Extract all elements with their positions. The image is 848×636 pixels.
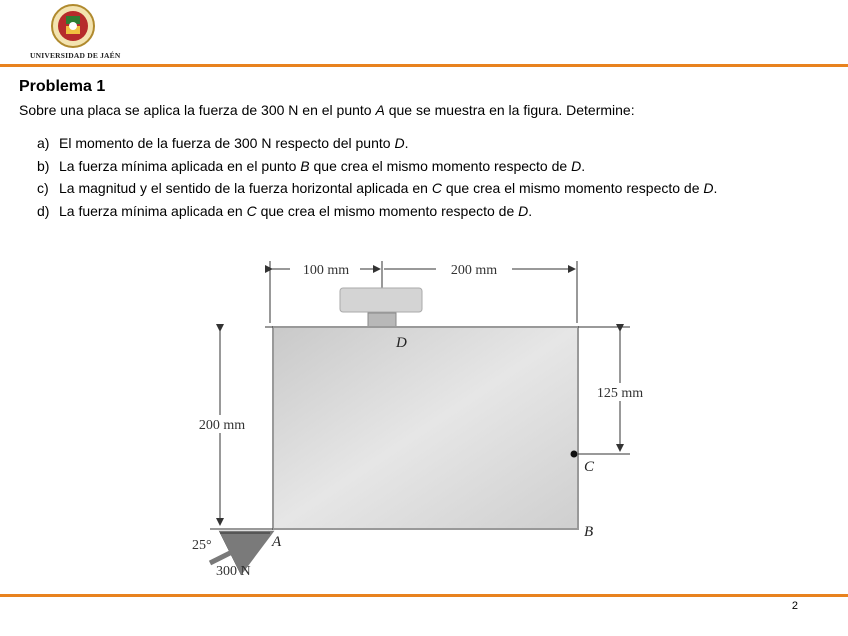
- label-a: A: [272, 534, 282, 550]
- force-arrow: [210, 533, 270, 563]
- intro-text-after: que se muestra en la figura. Determine:: [384, 102, 635, 118]
- question-item: [37, 132, 827, 155]
- dim-left-label: 100 mm: [302, 263, 350, 278]
- footer-rule: [0, 594, 848, 597]
- plate: [273, 327, 578, 529]
- question-text: La magnitud y el sentido de la fuerza horizontal aplicada en C que crea el mismo momento respecto de D.: [59, 180, 718, 196]
- point-c: [571, 451, 578, 458]
- dim-height-label: 200 mm: [198, 418, 246, 433]
- dim-right-label: 200 mm: [450, 263, 498, 278]
- label-b: B: [584, 524, 594, 540]
- question-text: La fuerza mínima aplicada en C que crea el mismo momento respecto de D.: [59, 202, 533, 219]
- logo-text: UNIVERSIDAD DE JAÉN: [30, 51, 121, 60]
- dim-c-label: 125 mm: [596, 386, 644, 401]
- problem-title: Problema 1: [19, 78, 106, 95]
- plate-figure: [180, 253, 660, 588]
- intro-text-before: Sobre una placa se aplica la fuerza de 300 N en el punto: [19, 102, 376, 118]
- question-text: El momento de la fuerza de 300 N respecto del punto D.: [59, 135, 409, 151]
- page-number: 2: [791, 600, 798, 612]
- question-marker: b): [37, 157, 50, 174]
- question-item: [37, 200, 827, 223]
- header-rule: [0, 64, 848, 67]
- support-bracket: [340, 288, 422, 312]
- force-label: 300 N: [216, 564, 251, 579]
- question-text: La fuerza mínima aplicada en el punto B que crea el mismo momento respecto de D.: [59, 157, 586, 174]
- question-marker: c): [37, 180, 49, 196]
- intro-point: A: [375, 102, 385, 118]
- label-c: C: [584, 459, 595, 475]
- question-item: [37, 155, 827, 178]
- problem-intro: [19, 102, 635, 118]
- label-d: D: [396, 335, 407, 351]
- question-item: [37, 177, 827, 200]
- question-marker: a): [37, 135, 50, 151]
- question-marker: d): [37, 202, 50, 219]
- angle-label: 25°: [192, 538, 212, 553]
- question-list: [37, 132, 827, 222]
